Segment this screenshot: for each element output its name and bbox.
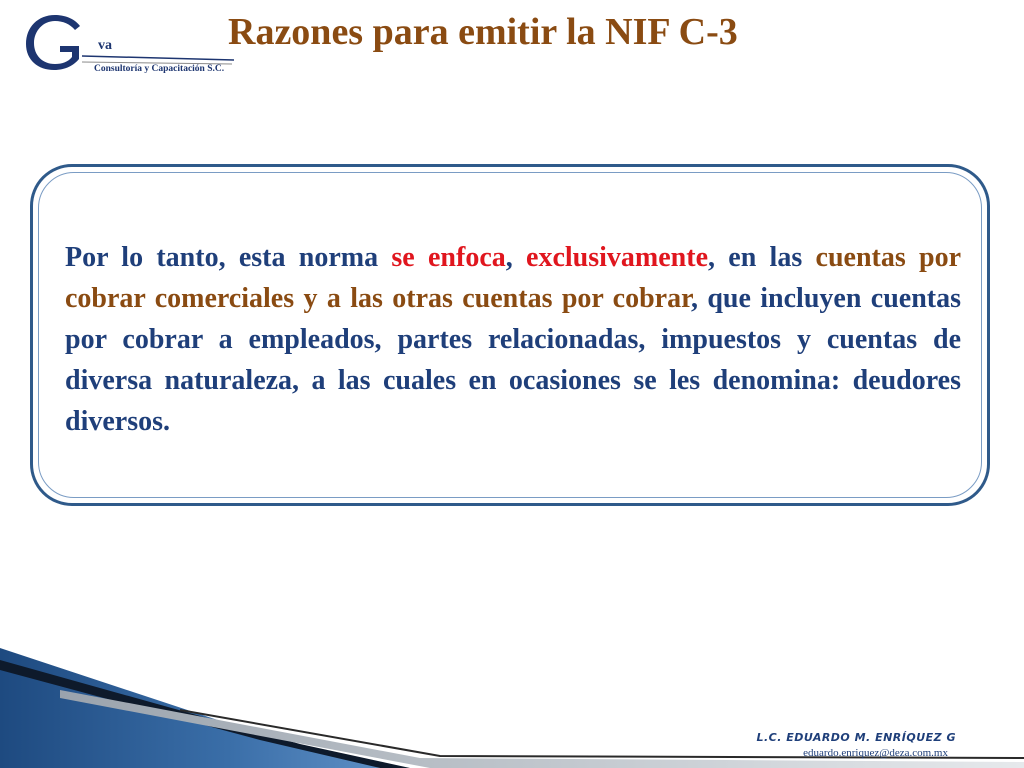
text-segment-emphasis: cuentas por cobrar comerciales y a las otras cuentas por cobrar — [65, 242, 962, 314]
logo-company-name: Consultoría y Capacitación S.C. — [94, 64, 225, 74]
text-segment: , que incluyen cuentas por cobrar a empleados, partes relacionadas, impuestos y cuentas de diversa naturaleza, a las cuales en ocasiones se les denomina: deudores diversos. — [65, 283, 961, 437]
company-logo — [22, 12, 242, 78]
logo-va-text: va — [98, 38, 112, 53]
text-segment-highlight: se enfoca — [391, 242, 506, 273]
text-segment: , en las — [708, 242, 816, 273]
text-segment-highlight: exclusivamente — [526, 242, 708, 273]
footer-email: eduardo.enriquez@deza.com.mx — [803, 747, 948, 759]
text-segment: Por lo tanto, esta norma — [65, 242, 392, 273]
text-segment: , — [505, 242, 527, 273]
content-box — [30, 164, 990, 506]
content-paragraph — [65, 237, 961, 442]
page-title: Razones para emitir la NIF C-3 — [228, 11, 738, 53]
footer-author: L.C. EDUARDO M. ENRÍQUEZ G — [756, 731, 956, 744]
